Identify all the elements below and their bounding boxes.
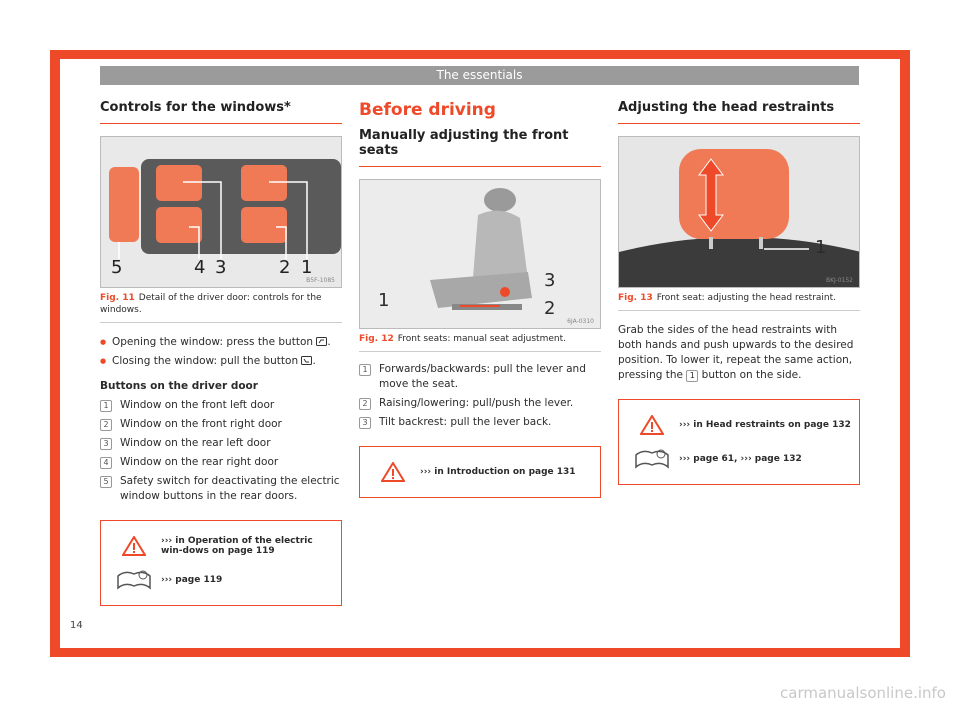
figure-seat — [359, 179, 601, 329]
item-number: 4 — [100, 457, 112, 469]
book-icon — [625, 449, 679, 469]
item-text: Window on the rear right door — [120, 456, 279, 468]
item-text: Window on the front left door — [120, 399, 275, 411]
window-button-icon — [316, 337, 327, 346]
bullet-close: ● Closing the window: pull the button . — [100, 354, 342, 369]
body-text-end: button on the side. — [701, 369, 802, 381]
list-item — [100, 398, 342, 413]
caption-text: Detail of the driver door: controls for the windows. — [100, 293, 322, 315]
warning-icon — [366, 462, 420, 482]
caption-text: Front seat: adjusting the head restraint. — [656, 293, 837, 303]
figure-code: B5F-1085 — [306, 277, 335, 284]
column-head-restraints — [618, 92, 860, 485]
item-number: 1 — [359, 364, 371, 376]
column-before-driving — [359, 92, 601, 498]
book-ref[interactable]: ››› page 119 — [161, 575, 223, 585]
windows-body — [100, 335, 342, 504]
item-number: 1 — [686, 370, 698, 382]
item-number: 3 — [100, 438, 112, 450]
item-text: Forwards/backwards: pull the lever and move the seat. — [379, 363, 586, 390]
callout-1: 1 — [815, 237, 827, 258]
caption-text: Front seats: manual seat adjustment. — [397, 334, 566, 344]
item-text: Raising/lowering: pull/push the lever. — [379, 397, 574, 409]
figure-head-restraint — [618, 136, 860, 288]
section-header: The essentials — [100, 66, 859, 85]
callout-4: 4 — [194, 257, 206, 278]
callout-2: 2 — [279, 257, 291, 278]
callout-1: 1 — [301, 257, 313, 278]
list-item — [359, 396, 601, 411]
figure-window-controls — [100, 136, 342, 288]
figure-caption — [100, 292, 342, 323]
warning-box — [100, 520, 342, 606]
bullet-open-text: Opening the window: press the button — [112, 336, 314, 348]
heading-head-restraints: Adjusting the head restraints — [618, 100, 860, 124]
callout-3: 3 — [544, 270, 556, 291]
warning-row — [366, 455, 594, 489]
figure-label: Fig. 13 — [618, 293, 653, 303]
bullet-open: ● Opening the window: press the button . — [100, 335, 342, 350]
warning-row — [107, 529, 335, 563]
figure-code: 6JA-0310 — [567, 318, 594, 325]
callout-1: 1 — [378, 290, 390, 311]
bullet-close-text: Closing the window: pull the button — [112, 355, 299, 367]
warning-row — [625, 408, 853, 442]
figure-code: BKJ-0152 — [825, 277, 853, 284]
callout-2: 2 — [544, 298, 556, 319]
figure-caption — [359, 333, 601, 352]
item-text: Window on the rear left door — [120, 437, 271, 449]
list-item — [359, 415, 601, 430]
item-number: 2 — [100, 419, 112, 431]
figure-label: Fig. 11 — [100, 293, 135, 303]
book-icon — [107, 570, 161, 590]
warning-ref[interactable]: ››› in Introduction on page 131 — [420, 467, 576, 477]
callout-row — [109, 257, 335, 277]
heading-windows: Controls for the windows* — [100, 100, 342, 124]
subheading-driver-door: Buttons on the driver door — [100, 380, 258, 392]
list-item — [359, 362, 601, 392]
head-restraint-body — [618, 323, 860, 383]
body-text: Grab the sides of the head restraints with both hands and push upwards to the desired position. To lower it, repeat the same action, pressing the — [618, 324, 854, 381]
warning-ref[interactable]: ››› in Head restraints on page 132 — [679, 420, 851, 430]
heading-front-seats: Manually adjusting the front seats — [359, 128, 601, 167]
warning-icon — [625, 415, 679, 435]
page-number: 14 — [70, 620, 83, 631]
book-ref[interactable]: ››› page 61, ››› page 132 — [679, 454, 802, 464]
list-item — [100, 474, 342, 504]
item-number: 5 — [100, 476, 112, 488]
warning-icon — [107, 536, 161, 556]
seat-body — [359, 362, 601, 430]
item-number: 3 — [359, 417, 371, 429]
list-item — [100, 417, 342, 432]
list-item — [100, 455, 342, 470]
book-row — [107, 563, 335, 597]
column-windows — [100, 92, 342, 606]
item-number: 1 — [100, 400, 112, 412]
callout-3: 3 — [215, 257, 227, 278]
list-item — [100, 436, 342, 451]
watermark: carmanualsonline.info — [780, 684, 946, 702]
item-number: 2 — [359, 398, 371, 410]
heading-before-driving: Before driving — [359, 100, 496, 120]
warning-box — [359, 446, 601, 498]
callout-5: 5 — [111, 257, 123, 278]
figure-label: Fig. 12 — [359, 334, 394, 344]
item-text: Tilt backrest: pull the lever back. — [379, 416, 552, 428]
window-button-icon — [301, 356, 312, 365]
seat-illustration — [360, 180, 601, 328]
item-text: Safety switch for deactivating the electric window buttons in the rear doors. — [120, 475, 340, 502]
warning-box — [618, 399, 860, 485]
item-text: Window on the front right door — [120, 418, 282, 430]
warning-ref[interactable]: ››› in Operation of the electric win-dows on page 119 — [161, 536, 313, 556]
figure-caption — [618, 292, 860, 311]
head-restraint-illustration — [619, 137, 860, 287]
book-row — [625, 442, 853, 476]
